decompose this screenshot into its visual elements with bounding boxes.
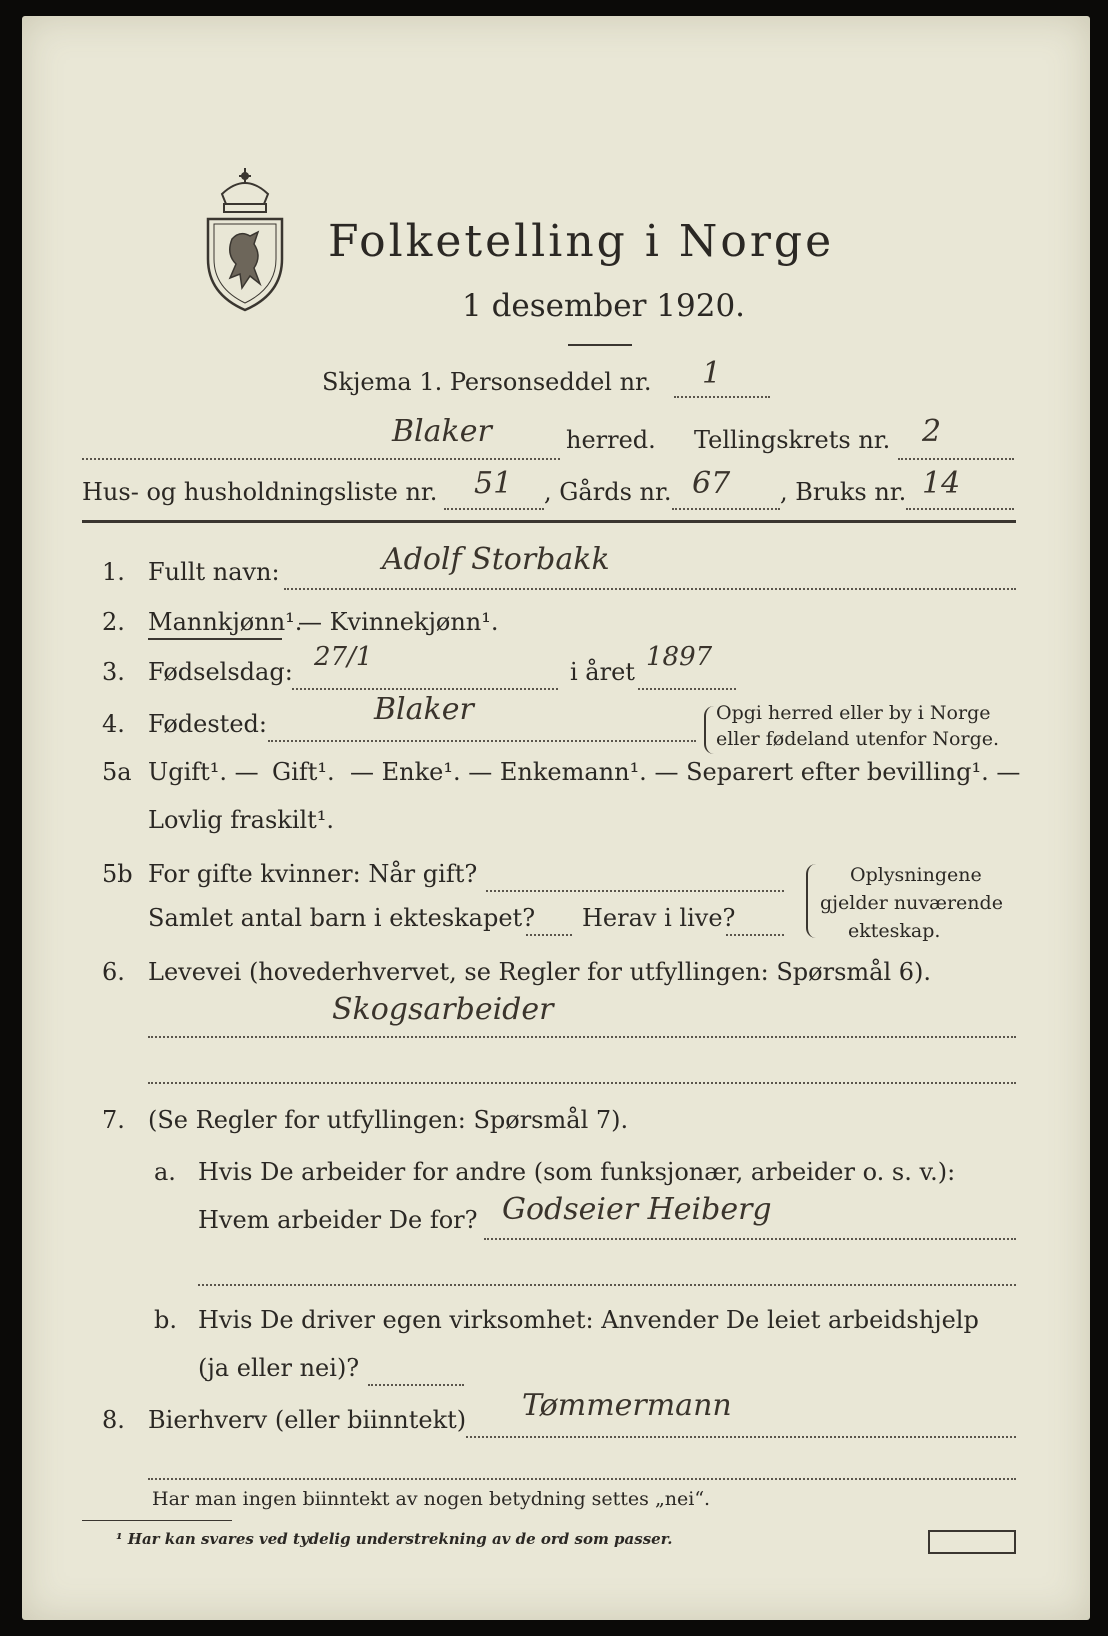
gards-label: , Gårds nr. [544, 478, 672, 506]
q5b-note-line1: Oplysningene [850, 864, 982, 886]
q5b-note-line3: ekteskap. [848, 920, 941, 942]
q4-birthplace-value: Blaker [374, 692, 474, 727]
q1-dots [284, 588, 1016, 590]
q3-number: 3. [102, 658, 125, 686]
tellingskrets-label: Tellingskrets nr. [694, 426, 891, 454]
q3-year-value: 1897 [646, 642, 713, 672]
q8-dots-1 [466, 1436, 1016, 1438]
hus-dots [444, 508, 544, 510]
q5a-number: 5a [102, 758, 132, 786]
q7-number: 7. [102, 1106, 125, 1134]
footnote-rule [82, 1520, 232, 1521]
q7a-line2: Hvem arbeider De for? [198, 1206, 478, 1234]
bruks-nr-value: 14 [922, 466, 961, 501]
q5b-brace [806, 864, 816, 938]
q5a-fraskilt: Lovlig fraskilt¹. [148, 806, 335, 834]
q8-label: Bierhverv (eller biinntekt) [148, 1406, 467, 1434]
coat-of-arms-icon [202, 164, 288, 314]
herred-value: Blaker [392, 414, 492, 449]
q1-label: Fullt navn: [148, 558, 280, 586]
header-rule [82, 520, 1016, 523]
q5b-line2b: Herav i live? [582, 904, 736, 932]
q6-number: 6. [102, 958, 125, 986]
q5a-gift: Gift¹. [272, 758, 335, 786]
skjema-label: Skjema 1. Personseddel nr. [322, 368, 652, 396]
herred-label: herred. [566, 426, 656, 454]
q6-occupation-value: Skogsarbeider [332, 992, 554, 1027]
q7a-dots-1 [484, 1238, 1016, 1240]
personseddel-dots [674, 396, 770, 398]
q3-year-label: i året [570, 658, 635, 686]
hus-label: Hus- og husholdningsliste nr. [82, 478, 438, 506]
q6-label: Levevei (hovederhvervet, se Regler for utfyllingen: Spørsmål 6). [148, 958, 932, 986]
personseddel-nr-value: 1 [702, 356, 722, 391]
herred-dots [82, 458, 560, 460]
q7b-line2: (ja eller nei)? [198, 1354, 360, 1382]
q7b-dots [368, 1384, 464, 1386]
census-form-page [22, 16, 1090, 1620]
q7a-letter: a. [154, 1158, 176, 1186]
tellingskrets-dots [898, 458, 1014, 460]
q5b-ilive-dots [726, 934, 784, 936]
q3-year-dots [638, 688, 736, 690]
q8-dots-2 [148, 1478, 1016, 1480]
q6-dots-1 [148, 1036, 1016, 1038]
gards-nr-value: 67 [692, 466, 731, 501]
q7-label: (Se Regler for utfyllingen: Spørsmål 7). [148, 1106, 629, 1134]
q3-birthday-value: 27/1 [314, 642, 373, 672]
q1-number: 1. [102, 558, 125, 586]
q5b-gift-dots [486, 890, 784, 892]
q5b-note-line2: gjelder nuværende [820, 892, 1003, 914]
q2-male: Mannkjønn¹. [148, 608, 303, 636]
hus-nr-value: 51 [474, 466, 513, 501]
q2-number: 2. [102, 608, 125, 636]
q4-dots [268, 740, 696, 742]
q2-male-underline [148, 638, 282, 640]
q4-number: 4. [102, 710, 125, 738]
q4-label: Fødested: [148, 710, 267, 738]
q5a-ugift: Ugift¹. — [148, 758, 259, 786]
q7b-letter: b. [154, 1306, 177, 1334]
q8-side-occupation-value: Tømmermann [522, 1388, 732, 1423]
q4-note-line1: Opgi herred eller by i Norge [716, 702, 991, 724]
q2-female: — Kvinnekjønn¹. [298, 608, 499, 636]
printer-mark-icon [928, 1530, 1016, 1554]
form-title: Folketelling i Norge [328, 216, 835, 267]
q1-name-value: Adolf Storbakk [382, 542, 610, 577]
q5b-line2a: Samlet antal barn i ekteskapet? [148, 904, 536, 932]
q4-note-line2: eller fødeland utenfor Norge. [716, 728, 1000, 750]
q5a-options: — Enke¹. — Enkemann¹. — Separert efter bevilling¹. — [350, 758, 1021, 786]
q3-dots [292, 688, 558, 690]
q7b-line1: Hvis De driver egen virksomhet: Anvender De leiet arbeidshjelp [198, 1306, 979, 1334]
q7a-dots-2 [198, 1284, 1016, 1286]
bruks-label: , Bruks nr. [780, 478, 907, 506]
q5b-number: 5b [102, 860, 133, 888]
form-date: 1 desember 1920. [462, 288, 746, 324]
bottom-note: Har man ingen biinntekt av nogen betydning settes „nei“. [152, 1488, 711, 1510]
tellingskrets-value: 2 [922, 414, 942, 449]
bruks-dots [906, 508, 1014, 510]
gards-dots [672, 508, 780, 510]
q5b-line1: For gifte kvinner: Når gift? [148, 860, 478, 888]
q7a-line1: Hvis De arbeider for andre (som funksjonær, arbeider o. s. v.): [198, 1158, 956, 1186]
q3-label: Fødselsdag: [148, 658, 293, 686]
q6-dots-2 [148, 1082, 1016, 1084]
q4-brace [704, 706, 714, 754]
title-divider [568, 344, 632, 346]
q5b-barn-dots [526, 934, 572, 936]
footnote: ¹ Har kan svares ved tydelig understrekning av de ord som passer. [116, 1530, 673, 1548]
q7a-employer-value: Godseier Heiberg [502, 1192, 772, 1227]
q8-number: 8. [102, 1406, 125, 1434]
